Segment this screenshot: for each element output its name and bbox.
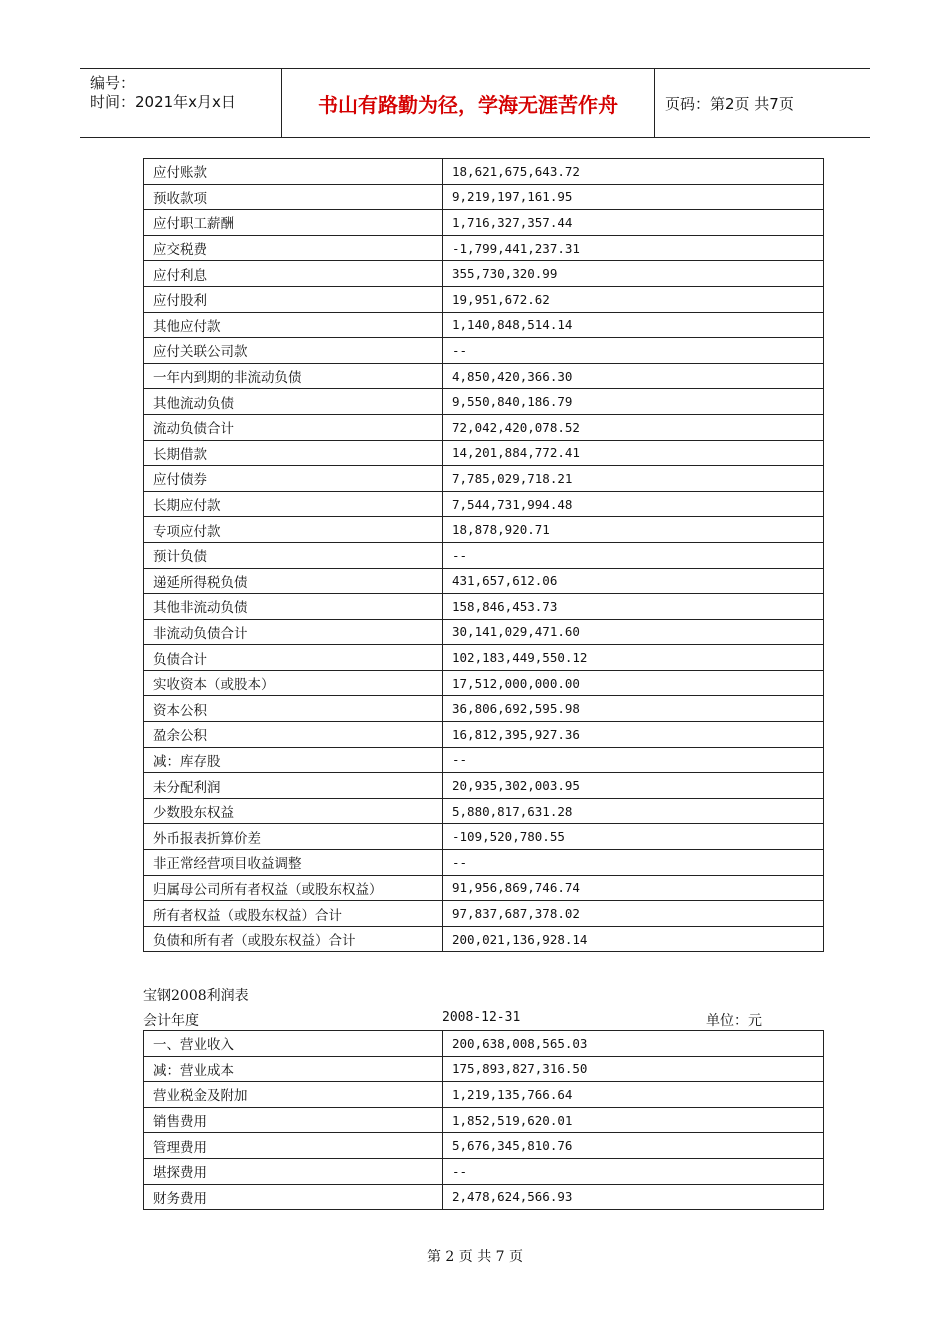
row-label: 归属母公司所有者权益（或股东权益）: [144, 875, 443, 901]
row-label: 减：库存股: [144, 747, 443, 773]
table-row: [144, 517, 824, 543]
row-value: 18,621,675,643.72: [443, 159, 824, 185]
row-value: 14,201,884,772.41: [443, 440, 824, 466]
table-row: [144, 235, 824, 261]
row-label: 递延所得税负债: [144, 568, 443, 594]
table-row: [144, 312, 824, 338]
row-value: 9,219,197,161.95: [443, 184, 824, 210]
row-value: 175,893,827,316.50: [443, 1056, 824, 1082]
table-row: [144, 1184, 824, 1210]
header-motto: 书山有路勤为径，学海无涯苦作舟: [318, 92, 618, 117]
row-label: 一年内到期的非流动负债: [144, 363, 443, 389]
row-value: 36,806,692,595.98: [443, 696, 824, 722]
row-label: 应付利息: [144, 261, 443, 287]
table-row: [144, 901, 824, 927]
page-header: [80, 68, 870, 138]
row-label: 其他流动负债: [144, 389, 443, 415]
header-page-info: 页码：第2页 共7页: [665, 95, 794, 113]
row-label: 资本公积: [144, 696, 443, 722]
row-label: 少数股东权益: [144, 798, 443, 824]
row-label: 其他非流动负债: [144, 594, 443, 620]
row-label: 管理费用: [144, 1133, 443, 1159]
table-row: [144, 773, 824, 799]
row-label: 专项应付款: [144, 517, 443, 543]
header-meta: [80, 69, 281, 137]
row-label: 一、营业收入: [144, 1031, 443, 1057]
table-row: [144, 414, 824, 440]
row-label: 非正常经营项目收益调整: [144, 850, 443, 876]
row-label: 其他应付款: [144, 312, 443, 338]
table-row: [144, 722, 824, 748]
table-row: [144, 568, 824, 594]
row-label: 外币报表折算价差: [144, 824, 443, 850]
table-row: [144, 850, 824, 876]
table-row: [144, 261, 824, 287]
row-value: --: [443, 850, 824, 876]
row-value: 1,140,848,514.14: [443, 312, 824, 338]
row-label: 应付股利: [144, 286, 443, 312]
row-label: 实收资本（或股本）: [144, 670, 443, 696]
row-value: 7,544,731,994.48: [443, 491, 824, 517]
row-label: 营业税金及附加: [144, 1082, 443, 1108]
fiscal-year-value: 2008-12-31: [442, 1010, 521, 1025]
row-value: --: [443, 542, 824, 568]
header-divider: [654, 69, 655, 137]
row-value: 200,638,008,565.03: [443, 1031, 824, 1057]
table-row: [144, 619, 824, 645]
row-value: 1,219,135,766.64: [443, 1082, 824, 1108]
table-row: [144, 338, 824, 364]
row-value: --: [443, 1158, 824, 1184]
row-label: 销售费用: [144, 1107, 443, 1133]
row-label: 非流动负债合计: [144, 619, 443, 645]
row-value: 7,785,029,718.21: [443, 466, 824, 492]
table-row: [144, 1056, 824, 1082]
row-value: 431,657,612.06: [443, 568, 824, 594]
table-row: [144, 696, 824, 722]
row-value: 5,676,345,810.76: [443, 1133, 824, 1159]
table-row: [144, 286, 824, 312]
table-row: [144, 389, 824, 415]
row-label: 应付职工薪酬: [144, 210, 443, 236]
row-value: -109,520,780.55: [443, 824, 824, 850]
income-statement-table: [143, 1030, 824, 1210]
row-value: 30,141,029,471.60: [443, 619, 824, 645]
table-row: [144, 926, 824, 952]
row-value: 102,183,449,550.12: [443, 645, 824, 671]
row-label: 应付债券: [144, 466, 443, 492]
table-row: [144, 670, 824, 696]
row-value: -1,799,441,237.31: [443, 235, 824, 261]
row-value: 158,846,453.73: [443, 594, 824, 620]
row-value: 18,878,920.71: [443, 517, 824, 543]
table-row: [144, 1133, 824, 1159]
income-statement-title: 宝钢2008利润表: [143, 988, 249, 1004]
table-row: [144, 1031, 824, 1057]
row-value: 19,951,672.62: [443, 286, 824, 312]
row-value: 16,812,395,927.36: [443, 722, 824, 748]
row-label: 负债合计: [144, 645, 443, 671]
row-label: 流动负债合计: [144, 414, 443, 440]
row-value: 4,850,420,366.30: [443, 363, 824, 389]
table-row: [144, 184, 824, 210]
row-value: 20,935,302,003.95: [443, 773, 824, 799]
table-row: [144, 645, 824, 671]
row-value: 72,042,420,078.52: [443, 414, 824, 440]
row-label: 财务费用: [144, 1184, 443, 1210]
table-row: [144, 440, 824, 466]
row-label: 预收款项: [144, 184, 443, 210]
table-row: [144, 210, 824, 236]
row-value: 97,837,687,378.02: [443, 901, 824, 927]
table-row: [144, 747, 824, 773]
row-value: 355,730,320.99: [443, 261, 824, 287]
row-value: 1,852,519,620.01: [443, 1107, 824, 1133]
row-label: 长期借款: [144, 440, 443, 466]
table-row: [144, 159, 824, 185]
row-label: 应交税费: [144, 235, 443, 261]
serial-label: 编号：: [90, 74, 136, 92]
row-label: 减：营业成本: [144, 1056, 443, 1082]
page-footer: 第 2 页 共 7 页: [426, 1249, 524, 1265]
table-row: [144, 363, 824, 389]
row-label: 预计负债: [144, 542, 443, 568]
table-row: [144, 542, 824, 568]
row-value: 200,021,136,928.14: [443, 926, 824, 952]
table-row: [144, 824, 824, 850]
fiscal-year-label: 会计年度: [143, 1013, 199, 1029]
table-row: [144, 1082, 824, 1108]
row-label: 未分配利润: [144, 773, 443, 799]
row-label: 所有者权益（或股东权益）合计: [144, 901, 443, 927]
table-row: [144, 491, 824, 517]
table-row: [144, 594, 824, 620]
unit-label: 单位：元: [706, 1013, 762, 1029]
row-value: 17,512,000,000.00: [443, 670, 824, 696]
row-value: 1,716,327,357.44: [443, 210, 824, 236]
date-line: 时间：2021年x月x日: [90, 93, 236, 111]
row-value: 5,880,817,631.28: [443, 798, 824, 824]
table-row: [144, 875, 824, 901]
row-value: --: [443, 338, 824, 364]
table-row: [144, 1107, 824, 1133]
row-label: 堪探费用: [144, 1158, 443, 1184]
row-label: 应付关联公司款: [144, 338, 443, 364]
row-value: 2,478,624,566.93: [443, 1184, 824, 1210]
balance-sheet-table: [143, 158, 824, 952]
row-value: 91,956,869,746.74: [443, 875, 824, 901]
row-label: 应付账款: [144, 159, 443, 185]
row-label: 盈余公积: [144, 722, 443, 748]
row-value: --: [443, 747, 824, 773]
table-row: [144, 798, 824, 824]
row-label: 长期应付款: [144, 491, 443, 517]
row-label: 负债和所有者（或股东权益）合计: [144, 926, 443, 952]
table-row: [144, 466, 824, 492]
row-value: 9,550,840,186.79: [443, 389, 824, 415]
table-row: [144, 1158, 824, 1184]
